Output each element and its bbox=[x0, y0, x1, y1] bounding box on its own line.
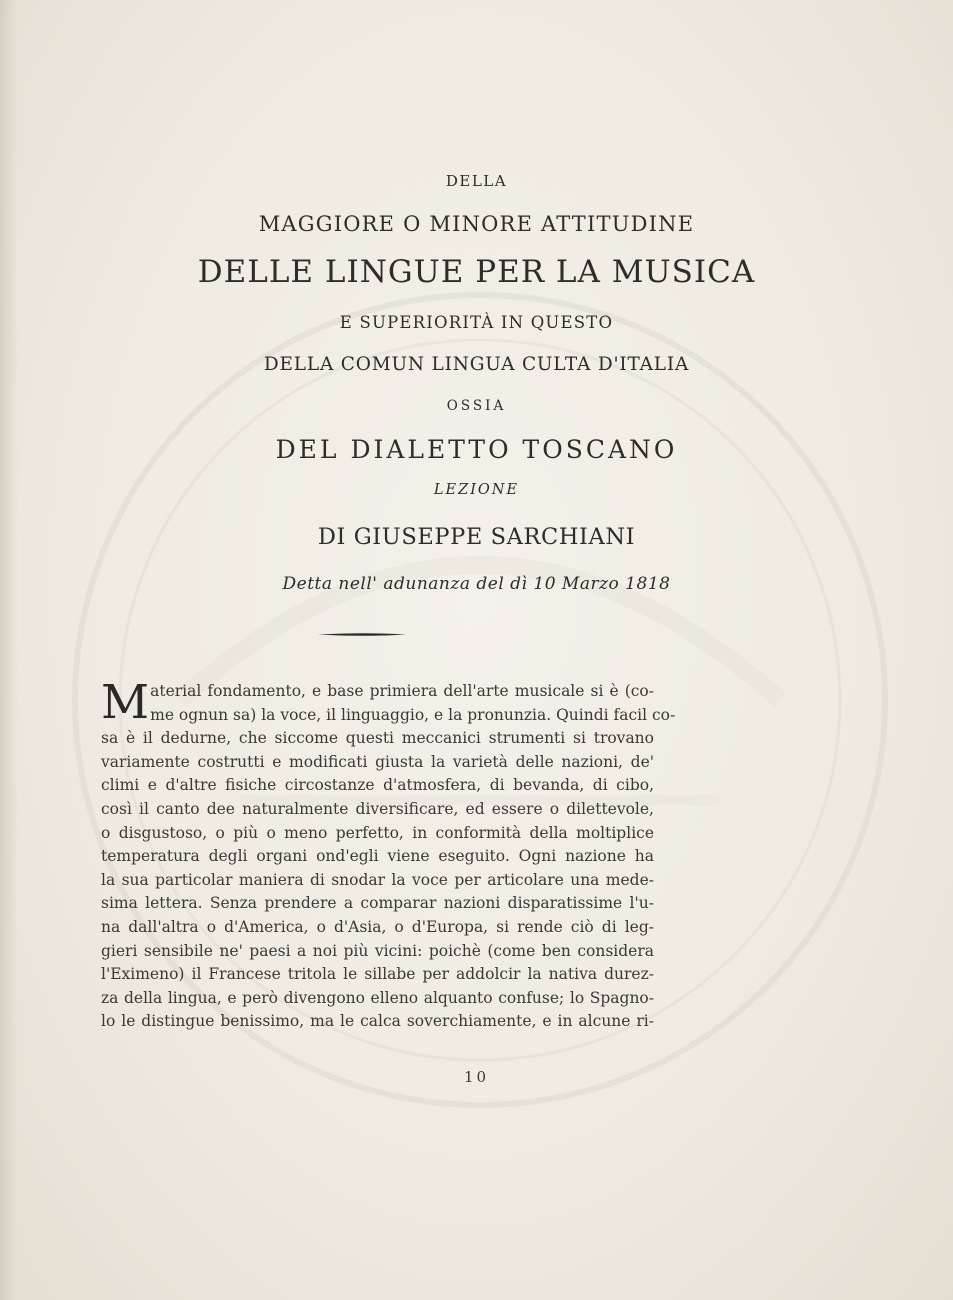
title-ossia: OSSIA bbox=[446, 398, 507, 414]
text-line: temperatura degli organi ond'egli viene eseguito. Ogni nazione ha bbox=[101, 847, 654, 866]
drop-cap: M bbox=[101, 675, 150, 730]
title-dialetto: DEL DIALETTO TOSCANO bbox=[275, 435, 678, 464]
title-maggiore: MAGGIORE O MINORE ATTITUDINE bbox=[258, 212, 695, 236]
text-line: sa è il dedurne, che siccome questi meccanici strumenti si trovano bbox=[101, 729, 654, 748]
page-number: 10 bbox=[463, 1068, 490, 1086]
main-title: DELLE LINGUE PER LA MUSICA bbox=[197, 254, 756, 290]
text-line: o disgustoso, o più o meno perfetto, in conformità della moltiplice bbox=[101, 823, 654, 842]
title-superiorita: E SUPERIORITÀ IN QUESTO bbox=[339, 313, 614, 332]
text-line: climi e d'altre fisiche circostanze d'atmosfera, di bevanda, di cibo, bbox=[101, 776, 654, 795]
title-comun-lingua: DELLA COMUN LINGUA CULTA D'ITALIA bbox=[263, 354, 690, 375]
text-line: gieri sensibile ne' paesi a noi più vicini: poichè (come ben considera bbox=[101, 941, 654, 960]
text-line: la sua particolar maniera di snodar la voce per articolare una mede- bbox=[101, 870, 654, 889]
text-line: me ognun sa) la voce, il linguaggio, e la pronunzia. Quindi facil co- bbox=[150, 705, 676, 724]
author-line: DI GIUSEPPE SARCHIANI bbox=[317, 524, 636, 550]
text-line: za della lingua, e però divengono elleno alquanto confuse; lo Spagno- bbox=[101, 988, 654, 1007]
title-lezione: LEZIONE bbox=[433, 482, 520, 498]
text-line: così il canto dee naturalmente diversificare, ed essere o dilettevole, bbox=[101, 799, 654, 818]
text-line: lo le distingue benissimo, ma le calca soverchiamente, e in alcune ri- bbox=[101, 1012, 654, 1031]
text-line: l'Eximeno) il Francese tritola le sillabe per addolcir la nativa durez- bbox=[101, 965, 654, 984]
text-line: sima lettera. Senza prendere a comparar nazioni disparatissime l'u- bbox=[101, 894, 654, 913]
body-paragraph bbox=[101, 675, 676, 1034]
text-line: variamente costrutti e modificati giusta la varietà delle nazioni, de' bbox=[101, 752, 654, 771]
title-della: DELLA bbox=[445, 172, 508, 190]
text-line: na dall'altra o d'America, o d'Asia, o d'Europa, si rende ciò di leg- bbox=[101, 917, 654, 936]
date-line: Detta nell' adunanza del dì 10 Marzo 1818 bbox=[282, 574, 671, 594]
ornamental-rule bbox=[318, 632, 406, 637]
first-line-text: aterial fondamento, e base primiera dell'arte musicale si è (co- bbox=[150, 682, 654, 700]
